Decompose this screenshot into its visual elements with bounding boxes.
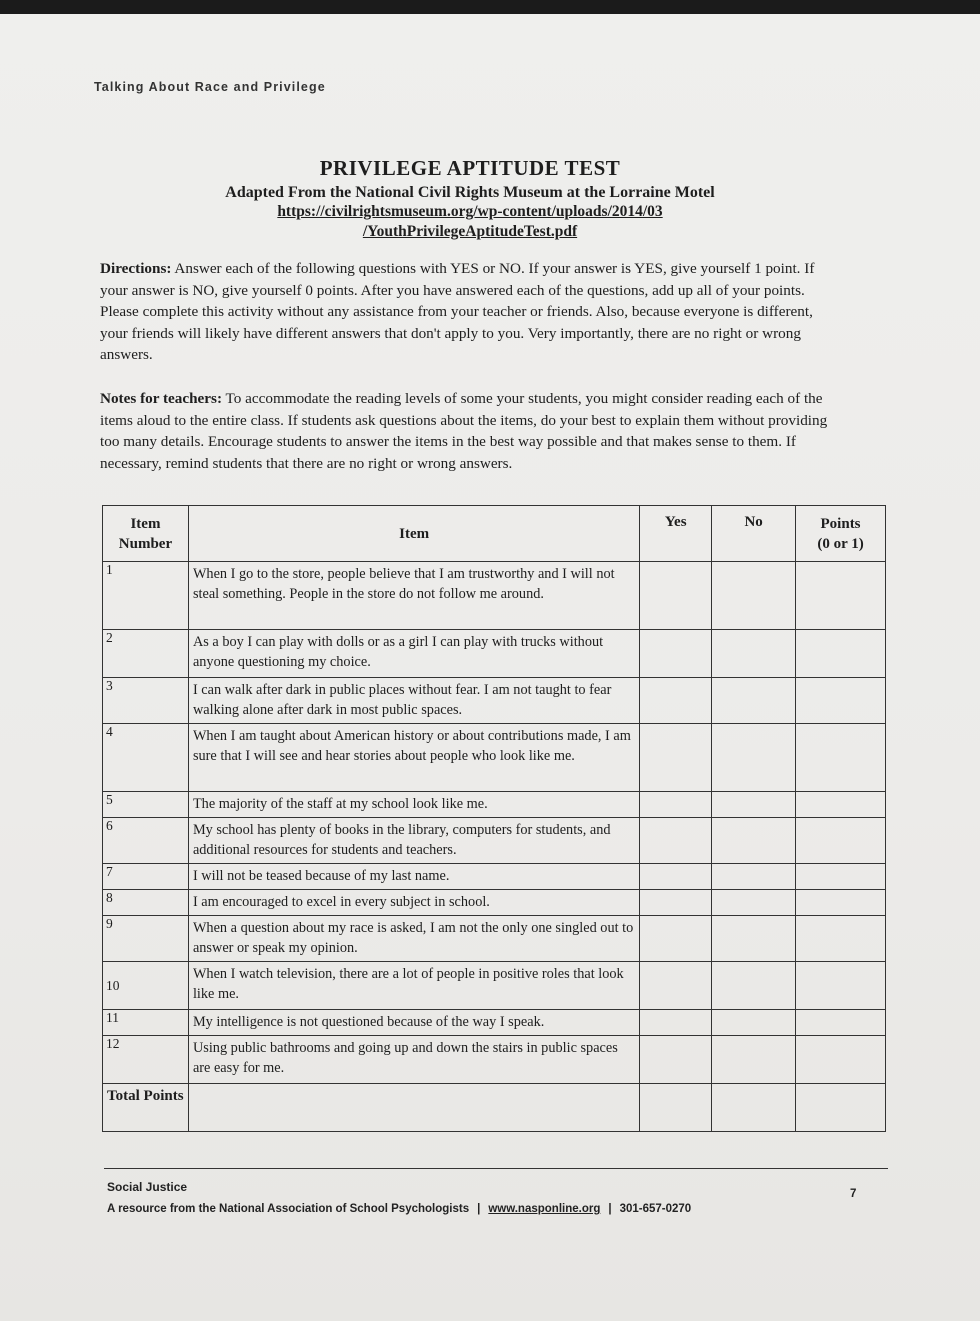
row-item-text: When I watch television, there are a lot of people in positive roles that look like me.	[188, 962, 639, 1010]
yes-cell[interactable]	[640, 864, 712, 890]
row-item-text: I will not be teased because of my last name.	[188, 864, 639, 890]
footer-separator: |	[477, 1203, 481, 1215]
document-title: PRIVILEGE APTITUDE TEST	[319, 156, 621, 180]
no-cell[interactable]	[712, 1036, 796, 1084]
points-cell[interactable]	[796, 630, 886, 678]
row-item-text: When a question about my race is asked, I am not the only one singled out to answer or speak my opinion.	[188, 916, 639, 962]
directions-paragraph	[100, 258, 840, 366]
total-no-cell[interactable]	[712, 1084, 796, 1132]
document-subtitle: Adapted From the National Civil Rights Museum at the Lorraine Motel	[225, 184, 715, 201]
points-cell[interactable]	[796, 818, 886, 864]
points-cell[interactable]	[796, 724, 886, 792]
total-item-cell	[188, 1084, 639, 1132]
yes-cell[interactable]	[640, 962, 712, 1010]
points-cell[interactable]	[796, 864, 886, 890]
total-points-label: Total Points	[103, 1084, 189, 1132]
no-cell[interactable]	[712, 562, 796, 630]
row-number: 2	[103, 630, 189, 678]
table-row	[103, 1036, 886, 1084]
yes-cell[interactable]	[640, 1010, 712, 1036]
table-total-row	[103, 1084, 886, 1132]
page-number: 7	[850, 1188, 857, 1200]
footer-website-link[interactable]: www.nasponline.org	[488, 1203, 601, 1215]
row-number: 12	[103, 1036, 189, 1084]
header-item-number: Item Number	[103, 506, 189, 562]
header-points-sub: (0 or 1)	[817, 535, 864, 552]
table-row	[103, 678, 886, 724]
no-cell[interactable]	[712, 678, 796, 724]
source-url-line-1: https://civilrightsmuseum.org/wp-content/uploads/2014/03	[277, 203, 663, 220]
table-row	[103, 724, 886, 792]
running-header: Talking About Race and Privilege	[94, 80, 326, 94]
row-number: 10	[103, 962, 189, 1010]
points-cell[interactable]	[796, 678, 886, 724]
no-cell[interactable]	[712, 962, 796, 1010]
yes-cell[interactable]	[640, 1036, 712, 1084]
no-cell[interactable]	[712, 1010, 796, 1036]
footer-separator: |	[608, 1203, 612, 1215]
table-header-row	[103, 506, 886, 562]
row-item-text: I am encouraged to excel in every subject in school.	[188, 890, 639, 916]
title-block	[140, 156, 800, 242]
yes-cell[interactable]	[640, 630, 712, 678]
table-row	[103, 562, 886, 630]
row-item-text: The majority of the staff at my school look like me.	[188, 792, 639, 818]
header-no: No	[712, 506, 796, 562]
row-item-text: My intelligence is not questioned because of the way I speak.	[188, 1010, 639, 1036]
table-row	[103, 890, 886, 916]
points-cell[interactable]	[796, 562, 886, 630]
row-item-text: My school has plenty of books in the library, computers for students, and additional resources for students and teachers.	[188, 818, 639, 864]
header-points-label: Points	[820, 515, 861, 532]
table-row	[103, 864, 886, 890]
points-cell[interactable]	[796, 916, 886, 962]
no-cell[interactable]	[712, 890, 796, 916]
total-yes-cell[interactable]	[640, 1084, 712, 1132]
no-cell[interactable]	[712, 630, 796, 678]
row-item-text: When I go to the store, people believe that I am trustworthy and I will not steal something. People in the store do not follow me around.	[188, 562, 639, 630]
directions-label: Directions:	[100, 260, 172, 277]
privilege-table	[102, 505, 886, 1132]
table-row	[103, 962, 886, 1010]
directions-text: Answer each of the following questions with YES or NO. If your answer is YES, give yourself 1 point. If your answer is NO, give yourself 0 points. After you have answered each of the questions, add up all of your points. Please complete this activity without any assistance from your teacher or friends. Also, because everyone is different, your friends will likely have different answers that don't apply to you. Very importantly, there are no right or wrong answers.	[100, 260, 815, 363]
row-number: 4	[103, 724, 189, 792]
points-cell[interactable]	[796, 890, 886, 916]
row-number: 11	[103, 1010, 189, 1036]
footer-section: Social Justice	[107, 1180, 188, 1194]
no-cell[interactable]	[712, 724, 796, 792]
notes-text: To accommodate the reading levels of some your students, you might consider reading each of the items aloud to the entire class. If students ask questions about the items, do your best to explain them without providing too many details. Encourage students to answer the items in the best way possible and that makes sense to them. If necessary, remind students that there are no right or wrong answers.	[100, 390, 828, 472]
yes-cell[interactable]	[640, 890, 712, 916]
no-cell[interactable]	[712, 864, 796, 890]
row-item-text: When I am taught about American history or about contributions made, I am sure that I will see and hear stories about people who look like me.	[188, 724, 639, 792]
points-cell[interactable]	[796, 792, 886, 818]
table-row	[103, 792, 886, 818]
header-points	[796, 506, 886, 562]
notes-label: Notes for teachers:	[100, 390, 223, 407]
row-number: 6	[103, 818, 189, 864]
yes-cell[interactable]	[640, 792, 712, 818]
row-item-text: As a boy I can play with dolls or as a girl I can play with trucks without anyone questioning my choice.	[188, 630, 639, 678]
notes-paragraph	[100, 388, 840, 474]
yes-cell[interactable]	[640, 678, 712, 724]
table-row	[103, 818, 886, 864]
no-cell[interactable]	[712, 792, 796, 818]
yes-cell[interactable]	[640, 562, 712, 630]
points-cell[interactable]	[796, 962, 886, 1010]
total-points-cell[interactable]	[796, 1084, 886, 1132]
row-number: 1	[103, 562, 189, 630]
yes-cell[interactable]	[640, 818, 712, 864]
no-cell[interactable]	[712, 818, 796, 864]
yes-cell[interactable]	[640, 916, 712, 962]
header-yes: Yes	[640, 506, 712, 562]
footer-phone: 301-657-0270	[619, 1203, 692, 1215]
points-cell[interactable]	[796, 1010, 886, 1036]
row-item-text: Using public bathrooms and going up and down the stairs in public spaces are easy for me.	[188, 1036, 639, 1084]
footer-resource-line	[107, 1203, 691, 1215]
row-number: 8	[103, 890, 189, 916]
row-number: 5	[103, 792, 189, 818]
header-item: Item	[188, 506, 639, 562]
footer-resource-text: A resource from the National Association of School Psychologists	[107, 1203, 470, 1215]
table-row	[103, 630, 886, 678]
table-row	[103, 916, 886, 962]
footer-divider	[104, 1168, 888, 1169]
table-row	[103, 1010, 886, 1036]
points-cell[interactable]	[796, 1036, 886, 1084]
row-number: 9	[103, 916, 189, 962]
no-cell[interactable]	[712, 916, 796, 962]
row-number: 3	[103, 678, 189, 724]
yes-cell[interactable]	[640, 724, 712, 792]
top-edge	[0, 0, 980, 14]
source-url-line-2: /YouthPrivilegeAptitudeTest.pdf	[362, 223, 578, 240]
row-number: 7	[103, 864, 189, 890]
row-item-text: I can walk after dark in public places without fear. I am not taught to fear walking alone after dark in most public spaces.	[188, 678, 639, 724]
